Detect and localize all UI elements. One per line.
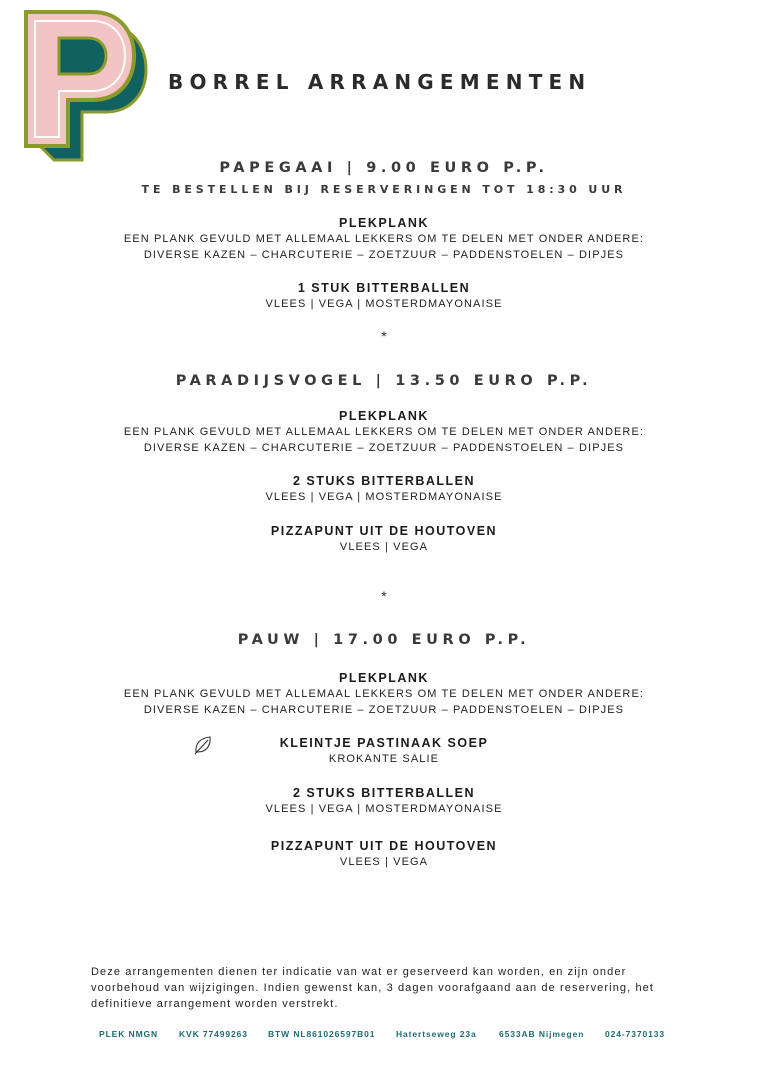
- item-description: EEN PLANK GEVULD MET ALLEMAAL LEKKERS OM TE DELEN MET ONDER ANDERE:: [123, 426, 645, 438]
- footer-address: Hatertseweg 23a: [396, 1029, 477, 1039]
- item-name: 2 STUKS BITTERBALLEN: [292, 786, 476, 800]
- item-name: PLEKPLANK: [339, 671, 429, 685]
- package-paradijsvogel: [0, 371, 768, 555]
- menu-item: [0, 280, 768, 312]
- menu-item: [0, 735, 768, 767]
- footer-city: 6533AB Nijmegen: [499, 1029, 585, 1039]
- item-description: DIVERSE KAZEN – CHARCUTERIE – ZOETZUUR – PADDENSTOELEN – DIPJES: [143, 249, 625, 261]
- menu-item: [0, 473, 768, 505]
- item-description: VLEES | VEGA: [339, 856, 429, 868]
- item-name: PIZZAPUNT UIT DE HOUTOVEN: [270, 524, 498, 538]
- package-papegaai: [0, 158, 768, 312]
- footer-btw: BTW NL861026597B01: [268, 1029, 376, 1039]
- item-description: VLEES | VEGA | MOSTERDMAYONAISE: [265, 491, 503, 503]
- item-description: DIVERSE KAZEN – CHARCUTERIE – ZOETZUUR – PADDENSTOELEN – DIPJES: [143, 442, 625, 454]
- footer: [99, 1029, 665, 1039]
- item-name: PIZZAPUNT UIT DE HOUTOVEN: [270, 839, 498, 853]
- item-description: EEN PLANK GEVULD MET ALLEMAAL LEKKERS OM TE DELEN MET ONDER ANDERE:: [123, 233, 645, 245]
- package-pauw: [0, 630, 768, 870]
- item-description: VLEES | VEGA | MOSTERDMAYONAISE: [265, 803, 503, 815]
- item-name: 1 STUK BITTERBALLEN: [297, 281, 471, 295]
- item-description: VLEES | VEGA | MOSTERDMAYONAISE: [265, 298, 503, 310]
- package-title: PAUW | 17.00 EURO P.P.: [237, 632, 531, 648]
- menu-item: [0, 838, 768, 870]
- footer-phone: 024-7370133: [605, 1029, 666, 1039]
- menu-item: [0, 408, 768, 456]
- item-name: KLEINTJE PASTINAAK SOEP: [279, 736, 489, 750]
- item-name: PLEKPLANK: [339, 216, 429, 230]
- menu-item: [0, 523, 768, 555]
- package-title: PARADIJSVOGEL | 13.50 EURO P.P.: [175, 373, 593, 389]
- leaf-icon: [192, 734, 214, 756]
- item-description: DIVERSE KAZEN – CHARCUTERIE – ZOETZUUR – PADDENSTOELEN – DIPJES: [143, 704, 625, 716]
- disclaimer: Deze arrangementen dienen ter indicatie van wat er geserveerd kan worden, en zijn onder voorbehoud van wijzigingen. Indien gewenst kan, 3 dagen voorafgaand aan de reservering, het definitieve arrangement worden verstrekt.: [91, 966, 655, 1010]
- menu-item: [0, 215, 768, 263]
- menu: [0, 158, 768, 870]
- footer-company: PLEK NMGN: [99, 1029, 159, 1039]
- item-name: PLEKPLANK: [339, 409, 429, 423]
- package-subtitle: TE BESTELLEN BIJ RESERVERINGEN TOT 18:30 UUR: [141, 183, 627, 196]
- separator: *: [381, 328, 387, 344]
- package-title: PAPEGAAI | 9.00 EURO P.P.: [219, 160, 549, 176]
- menu-item: [0, 785, 768, 817]
- footer-kvk: KVK 77499263: [179, 1029, 248, 1039]
- item-description: EEN PLANK GEVULD MET ALLEMAAL LEKKERS OM TE DELEN MET ONDER ANDERE:: [123, 688, 645, 700]
- page-title: BORREL ARRANGEMENTEN: [168, 70, 592, 94]
- separator: *: [381, 588, 387, 604]
- item-description: VLEES | VEGA: [339, 541, 429, 553]
- item-description: KROKANTE SALIE: [328, 753, 440, 765]
- item-name: 2 STUKS BITTERBALLEN: [292, 474, 476, 488]
- plek-logo: [22, 8, 150, 163]
- menu-item: [0, 670, 768, 718]
